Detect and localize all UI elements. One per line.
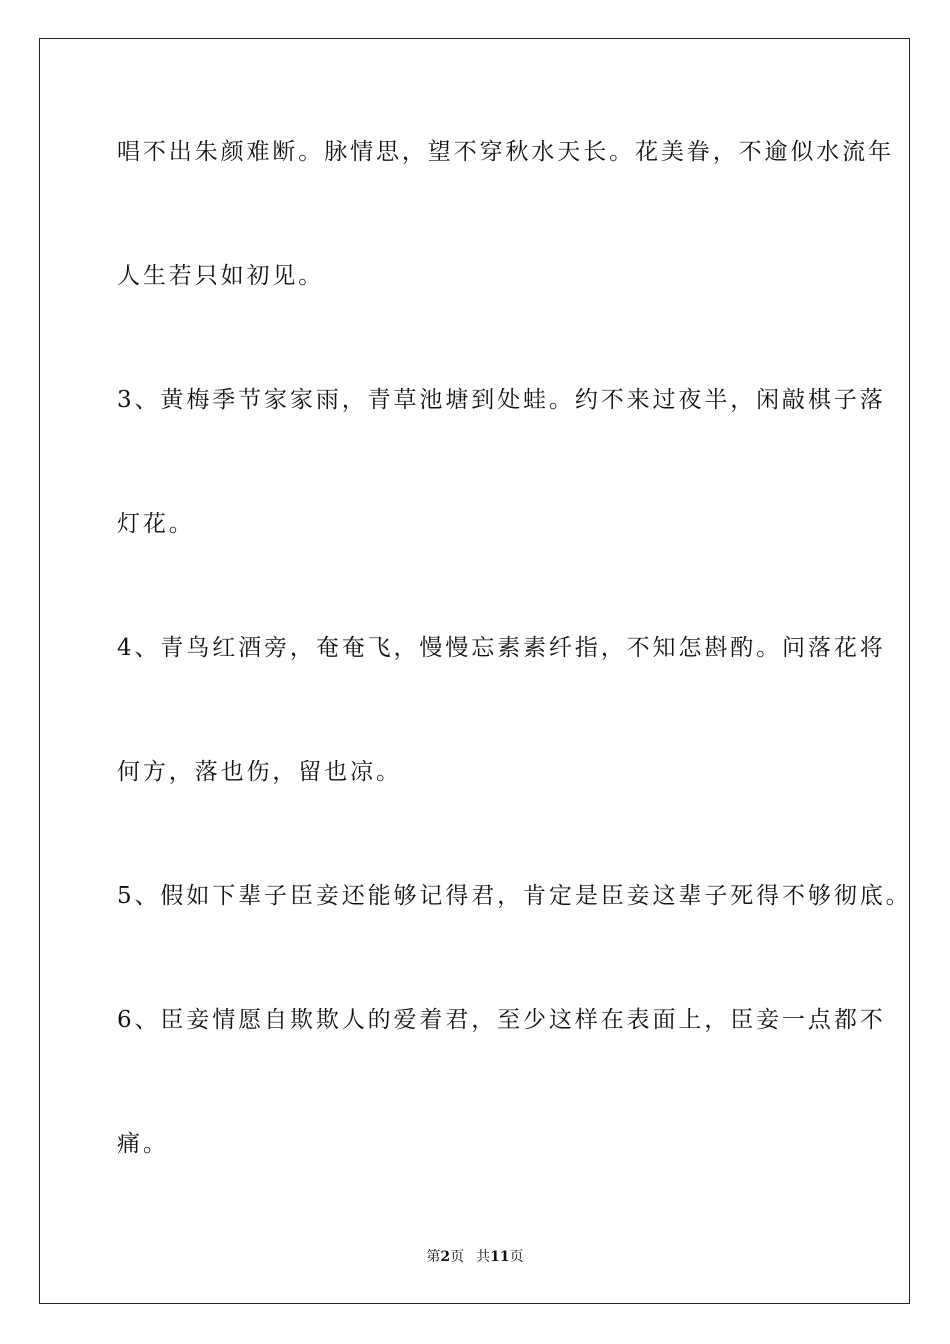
page-number: 2 xyxy=(440,1249,451,1265)
text-line-9: 痛。 xyxy=(117,1131,169,1157)
text-line-2: 人生若只如初见。 xyxy=(117,263,325,289)
text-line-6: 何方，落也伤，留也凉。 xyxy=(117,759,402,785)
text-line-8: 6、臣妾情愿自欺欺人的爱着君，至少这样在表面上，臣妾一点都不 xyxy=(117,1007,886,1033)
page-prefix: 第 xyxy=(426,1249,441,1265)
text-line-4: 灯花。 xyxy=(117,511,195,537)
text-line-3: 3、黄梅季节家家雨，青草池塘到处蛙。约不来过夜半，闲敲棋子落 xyxy=(117,387,886,413)
page-footer xyxy=(0,1248,950,1266)
text-line-5: 4、青鸟红酒旁，奄奄飞，慢慢忘素素纤指，不知怎斟酌。问落花将 xyxy=(117,635,886,661)
total-pages: 11 xyxy=(490,1249,510,1265)
page-border xyxy=(39,38,910,1304)
page-suffix: 页 xyxy=(450,1249,465,1265)
text-line-1: 唱不出朱颜难断。脉情思，望不穿秋水天长。花美眷，不逾似水流年 xyxy=(117,139,894,165)
total-suffix: 页 xyxy=(509,1249,524,1265)
total-prefix: 共 xyxy=(476,1249,491,1265)
text-line-7: 5、假如下辈子臣妾还能够记得君，肯定是臣妾这辈子死得不够彻底。 xyxy=(117,883,912,909)
